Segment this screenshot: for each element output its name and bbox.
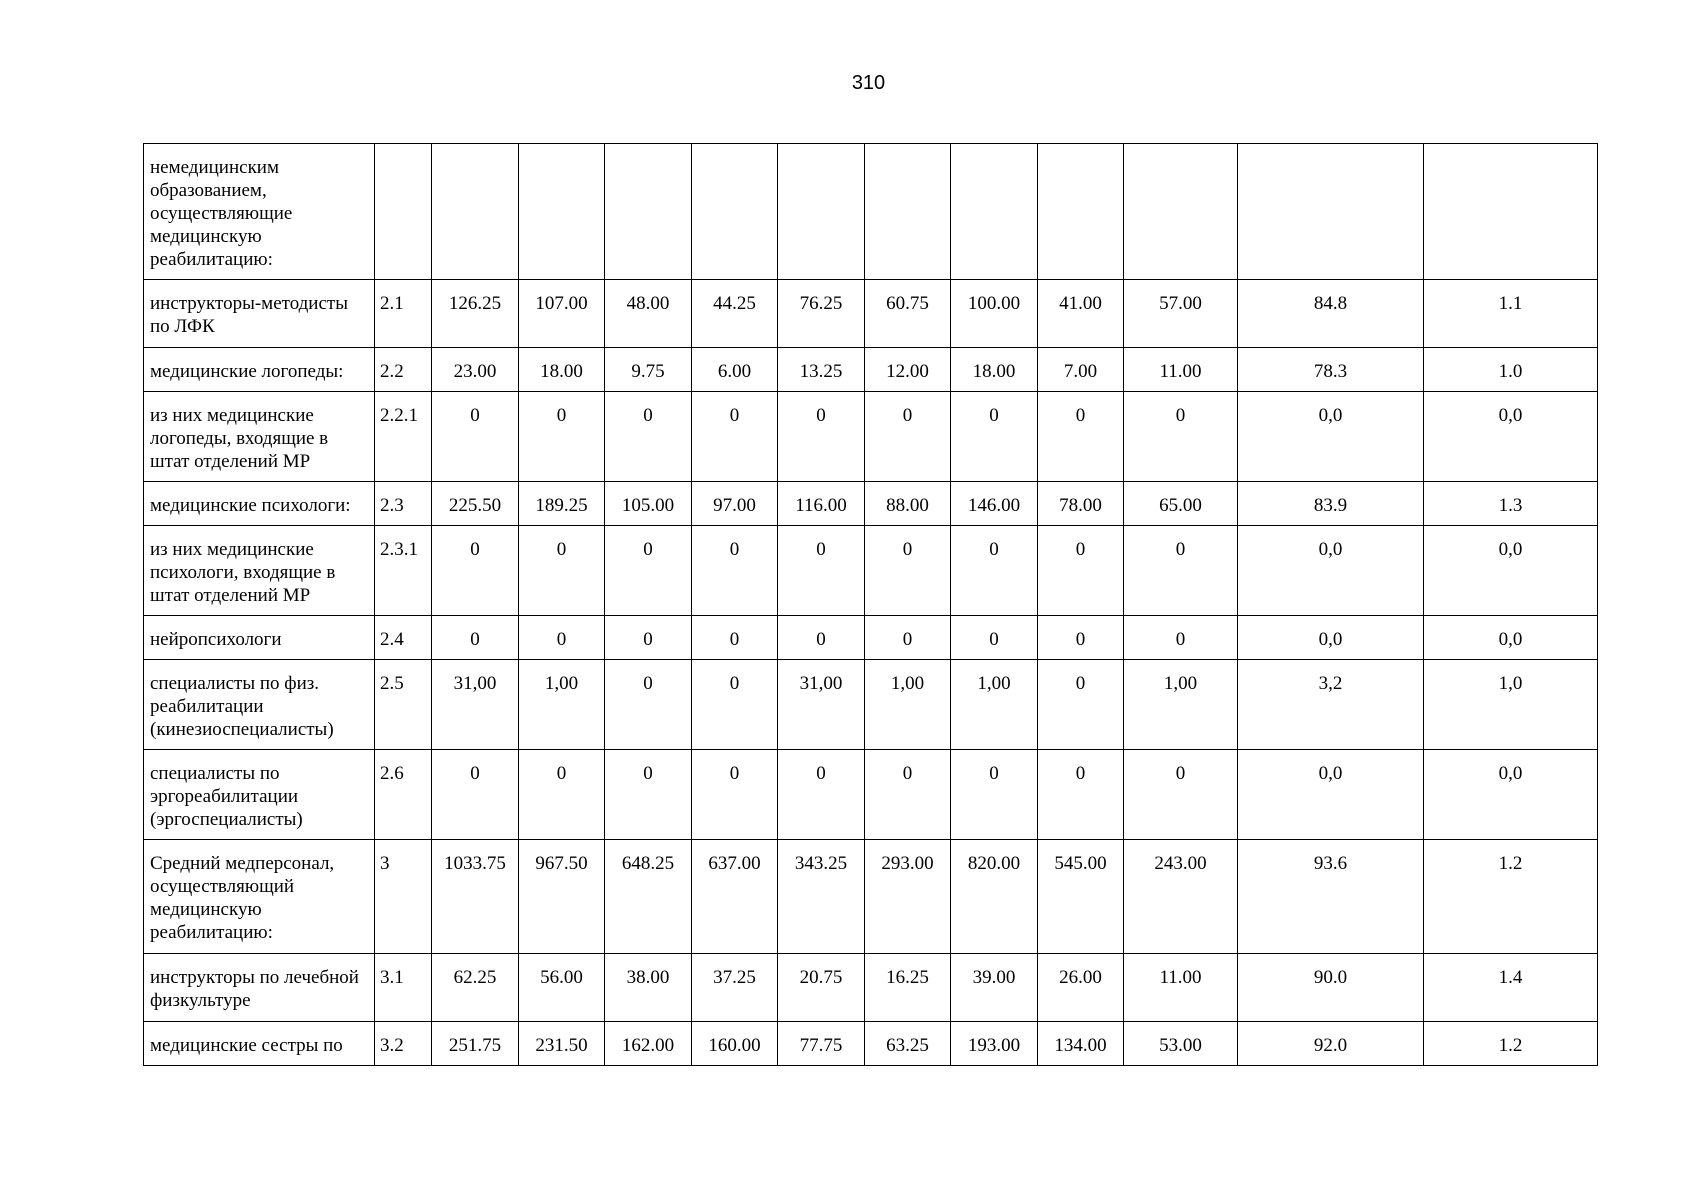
row-label: Средний медперсонал, осуществляющий медицинскую реабилитацию: [144,840,375,954]
row-code: 2.6 [375,750,432,840]
value-cell: 243.00 [1124,840,1238,954]
value-cell: 11.00 [1124,954,1238,1022]
table-row [144,526,1598,616]
value-cell: 0 [951,750,1038,840]
value-cell: 251.75 [432,1022,519,1066]
row-code: 2.1 [375,280,432,348]
value-cell: 0,0 [1424,526,1598,616]
value-cell: 0 [865,750,951,840]
row-label: из них медицинские психологи, входящие в штат отделений МР [144,526,375,616]
value-cell: 1,0 [1424,660,1598,750]
value-cell: 41.00 [1038,280,1124,348]
row-label: инструкторы-методисты по ЛФК [144,280,375,348]
table-row [144,144,1598,280]
value-cell: 0 [1124,526,1238,616]
row-code: 3.1 [375,954,432,1022]
table-body [144,144,1598,1066]
value-cell: 78.3 [1238,348,1424,392]
value-cell: 18.00 [519,348,605,392]
value-cell: 90.0 [1238,954,1424,1022]
value-cell: 65.00 [1124,482,1238,526]
value-cell: 107.00 [519,280,605,348]
value-cell: 648.25 [605,840,692,954]
value-cell: 0 [778,750,865,840]
value-cell: 1.2 [1424,840,1598,954]
row-label: специалисты по эргореабилитации (эргоспециалисты) [144,750,375,840]
row-code: 2.2.1 [375,392,432,482]
row-label: медицинские психологи: [144,482,375,526]
value-cell [432,144,519,280]
value-cell: 231.50 [519,1022,605,1066]
value-cell: 11.00 [1124,348,1238,392]
value-cell: 0,0 [1238,526,1424,616]
value-cell: 967.50 [519,840,605,954]
value-cell: 0 [1038,526,1124,616]
row-label: нейропсихологи [144,616,375,660]
value-cell: 0,0 [1424,616,1598,660]
value-cell: 44.25 [692,280,778,348]
table-row [144,840,1598,954]
value-cell: 0,0 [1238,750,1424,840]
table-row [144,1022,1598,1066]
value-cell: 0 [692,750,778,840]
value-cell: 162.00 [605,1022,692,1066]
value-cell: 84.8 [1238,280,1424,348]
value-cell: 0 [432,392,519,482]
value-cell: 9.75 [605,348,692,392]
row-label: инструкторы по лечебной физкультуре [144,954,375,1022]
value-cell: 13.25 [778,348,865,392]
value-cell: 0,0 [1238,616,1424,660]
value-cell [1038,144,1124,280]
row-label: специалисты по физ. реабилитации (кинезиоспециалисты) [144,660,375,750]
row-label: медицинские сестры по [144,1022,375,1066]
value-cell: 126.25 [432,280,519,348]
value-cell: 1.4 [1424,954,1598,1022]
value-cell: 0 [865,392,951,482]
value-cell: 146.00 [951,482,1038,526]
value-cell: 116.00 [778,482,865,526]
value-cell: 0 [865,526,951,616]
value-cell: 18.00 [951,348,1038,392]
value-cell: 1.2 [1424,1022,1598,1066]
value-cell: 637.00 [692,840,778,954]
table-row [144,954,1598,1022]
value-cell: 97.00 [692,482,778,526]
value-cell: 60.75 [865,280,951,348]
value-cell: 62.25 [432,954,519,1022]
value-cell: 53.00 [1124,1022,1238,1066]
value-cell: 0 [432,526,519,616]
data-table [143,143,1598,1066]
value-cell: 48.00 [605,280,692,348]
value-cell: 3,2 [1238,660,1424,750]
value-cell [692,144,778,280]
value-cell: 0 [1038,616,1124,660]
value-cell: 343.25 [778,840,865,954]
value-cell: 1,00 [951,660,1038,750]
value-cell: 0 [519,750,605,840]
value-cell [1124,144,1238,280]
page-number: 310 [851,72,886,94]
value-cell: 23.00 [432,348,519,392]
value-cell: 0 [951,526,1038,616]
value-cell [519,144,605,280]
table-row [144,750,1598,840]
value-cell: 0 [778,392,865,482]
table-row [144,482,1598,526]
table-row [144,616,1598,660]
value-cell [778,144,865,280]
value-cell: 37.25 [692,954,778,1022]
value-cell: 1,00 [865,660,951,750]
value-cell: 0 [951,616,1038,660]
row-code: 3.2 [375,1022,432,1066]
value-cell: 0 [519,526,605,616]
value-cell: 0 [692,616,778,660]
value-cell: 6.00 [692,348,778,392]
row-code [375,144,432,280]
value-cell: 16.25 [865,954,951,1022]
value-cell: 0 [1124,616,1238,660]
value-cell: 0 [605,660,692,750]
value-cell [605,144,692,280]
row-code: 3 [375,840,432,954]
value-cell: 76.25 [778,280,865,348]
table-row [144,280,1598,348]
table-row [144,660,1598,750]
value-cell: 1033.75 [432,840,519,954]
value-cell: 0 [692,526,778,616]
value-cell: 0 [1124,750,1238,840]
value-cell: 12.00 [865,348,951,392]
value-cell: 57.00 [1124,280,1238,348]
value-cell: 88.00 [865,482,951,526]
value-cell: 193.00 [951,1022,1038,1066]
value-cell: 63.25 [865,1022,951,1066]
value-cell: 1.0 [1424,348,1598,392]
row-label: из них медицинские логопеды, входящие в штат отделений МР [144,392,375,482]
value-cell: 0 [778,526,865,616]
value-cell: 0 [1124,392,1238,482]
value-cell: 38.00 [605,954,692,1022]
value-cell: 31,00 [778,660,865,750]
value-cell: 1.3 [1424,482,1598,526]
value-cell: 31,00 [432,660,519,750]
row-code: 2.3.1 [375,526,432,616]
value-cell: 0 [865,616,951,660]
value-cell: 0 [432,616,519,660]
row-code: 2.2 [375,348,432,392]
value-cell: 1.1 [1424,280,1598,348]
value-cell: 820.00 [951,840,1038,954]
row-label: немедицинским образованием, осуществляющие медицинскую реабилитацию: [144,144,375,280]
value-cell: 1,00 [519,660,605,750]
value-cell [1424,144,1598,280]
value-cell: 100.00 [951,280,1038,348]
value-cell: 545.00 [1038,840,1124,954]
value-cell: 105.00 [605,482,692,526]
value-cell: 83.9 [1238,482,1424,526]
row-code: 2.5 [375,660,432,750]
table-row [144,392,1598,482]
value-cell: 0 [432,750,519,840]
value-cell: 92.0 [1238,1022,1424,1066]
value-cell: 0 [692,392,778,482]
value-cell [1238,144,1424,280]
value-cell: 0 [778,616,865,660]
row-code: 2.3 [375,482,432,526]
value-cell: 0 [605,750,692,840]
value-cell: 189.25 [519,482,605,526]
value-cell: 0,0 [1424,392,1598,482]
value-cell: 0 [605,392,692,482]
value-cell: 77.75 [778,1022,865,1066]
value-cell: 20.75 [778,954,865,1022]
value-cell: 0 [519,616,605,660]
value-cell: 0,0 [1238,392,1424,482]
row-code: 2.4 [375,616,432,660]
value-cell [951,144,1038,280]
value-cell: 1,00 [1124,660,1238,750]
value-cell: 0 [519,392,605,482]
value-cell: 134.00 [1038,1022,1124,1066]
value-cell: 0 [1038,750,1124,840]
value-cell: 0 [692,660,778,750]
value-cell: 160.00 [692,1022,778,1066]
value-cell: 26.00 [1038,954,1124,1022]
value-cell: 93.6 [1238,840,1424,954]
value-cell: 56.00 [519,954,605,1022]
row-label: медицинские логопеды: [144,348,375,392]
value-cell [865,144,951,280]
value-cell: 78.00 [1038,482,1124,526]
value-cell: 39.00 [951,954,1038,1022]
value-cell: 0 [1038,392,1124,482]
value-cell: 293.00 [865,840,951,954]
value-cell: 7.00 [1038,348,1124,392]
value-cell: 0 [1038,660,1124,750]
value-cell: 0 [605,526,692,616]
value-cell: 225.50 [432,482,519,526]
value-cell: 0,0 [1424,750,1598,840]
value-cell: 0 [951,392,1038,482]
value-cell: 0 [605,616,692,660]
table-row [144,348,1598,392]
